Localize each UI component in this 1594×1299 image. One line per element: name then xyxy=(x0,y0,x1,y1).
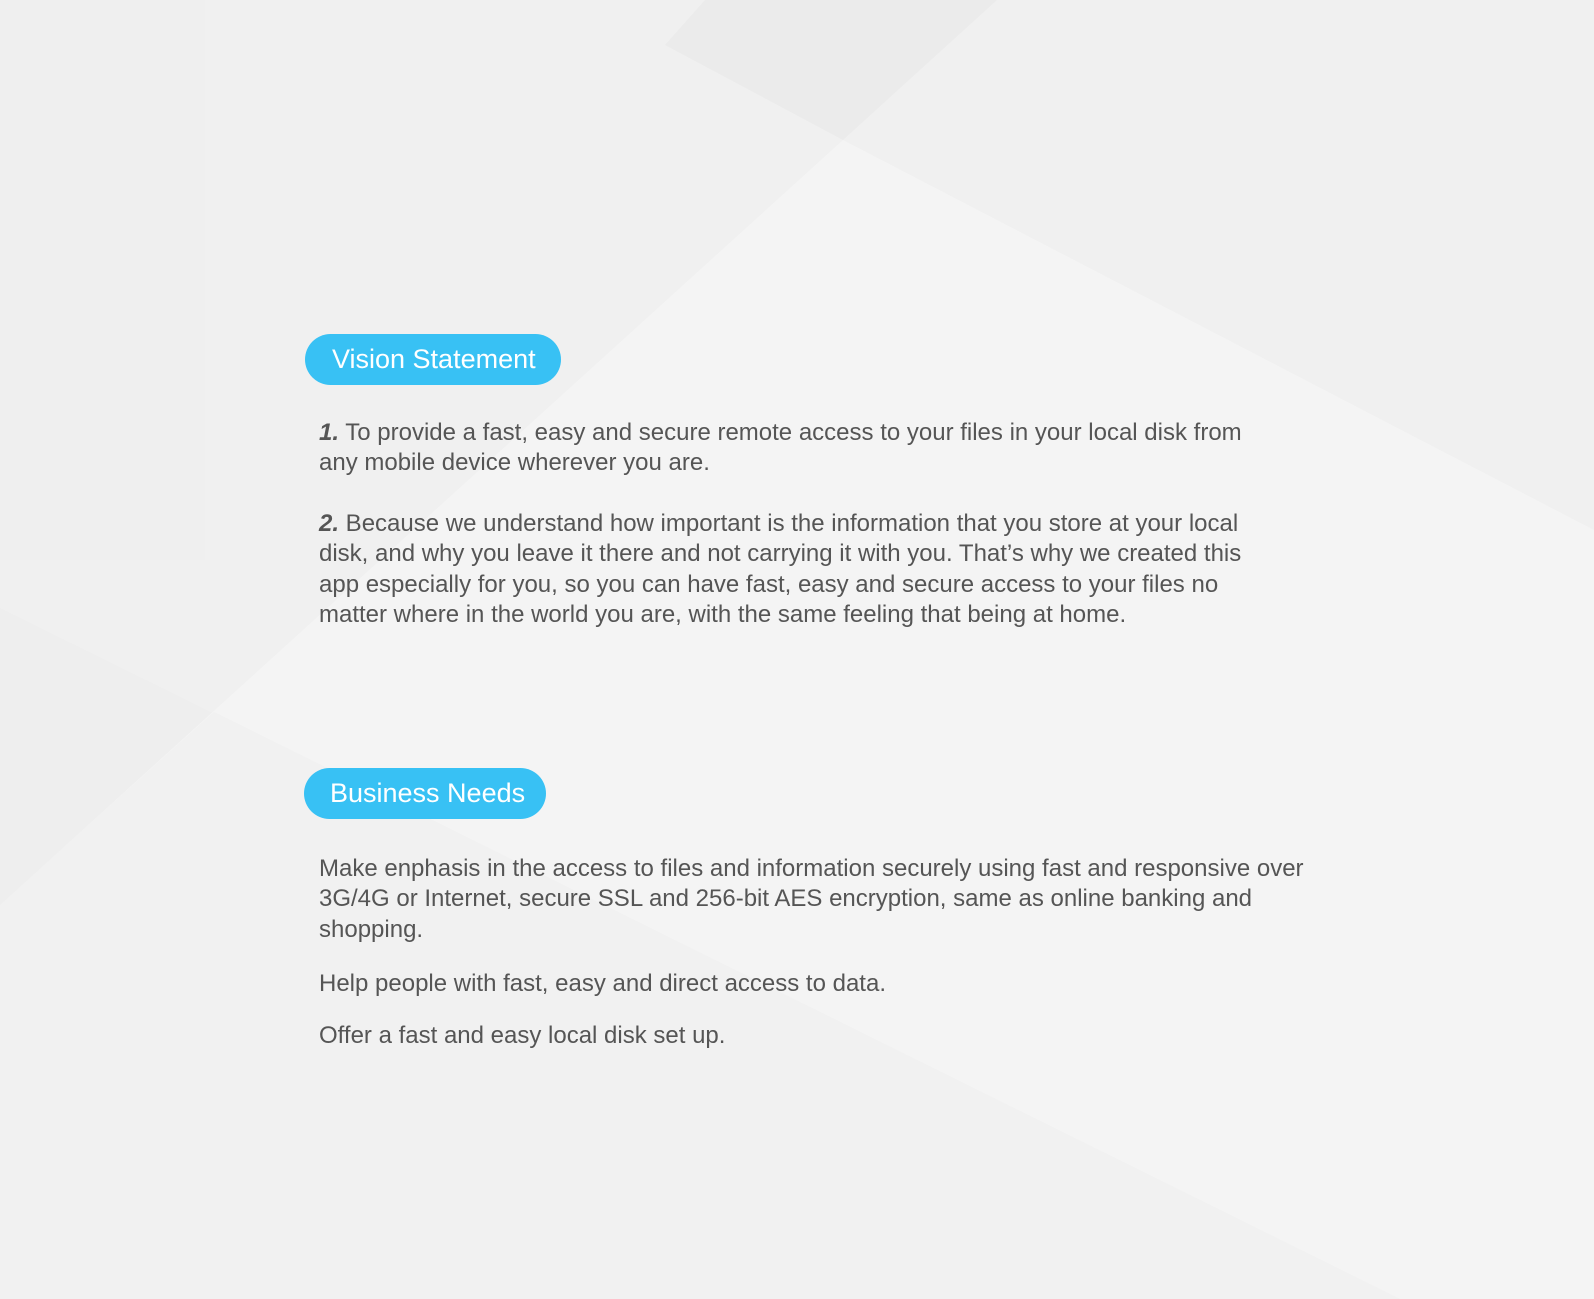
vision-statement-badge xyxy=(305,334,561,385)
business-paragraph-2: Help people with fast, easy and direct access to data. xyxy=(319,970,886,997)
vision-statement-heading: Vision Statement xyxy=(332,344,536,374)
vision-item-2-number: 2. xyxy=(319,510,340,537)
vision-item-1-text: To provide a fast, easy and secure remote access to your files in your local disk from any mobile device wherever you are. xyxy=(319,419,1242,477)
vision-item-2-text: Because we understand how important is the information that you store at your local disk, and why you leave it there and not carrying it with you. That’s why we created this app especially for you, so you can have fast, easy and secure access to your files no matter where in the world you are, with the same feeling that being at home. xyxy=(319,510,1242,628)
vision-item-1-number: 1. xyxy=(319,419,340,446)
vision-item-1 xyxy=(319,418,1259,479)
vision-item-2 xyxy=(319,509,1259,630)
business-needs-badge xyxy=(304,768,546,819)
business-needs-heading: Business Needs xyxy=(330,778,526,808)
business-paragraph-1: Make enphasis in the access to files and information securely using fast and responsive over 3G/4G or Internet, secure SSL and 256-bit AES encryption, same as online banking and shopping. xyxy=(319,855,1304,943)
business-paragraph-3: Offer a fast and easy local disk set up. xyxy=(319,1022,726,1049)
